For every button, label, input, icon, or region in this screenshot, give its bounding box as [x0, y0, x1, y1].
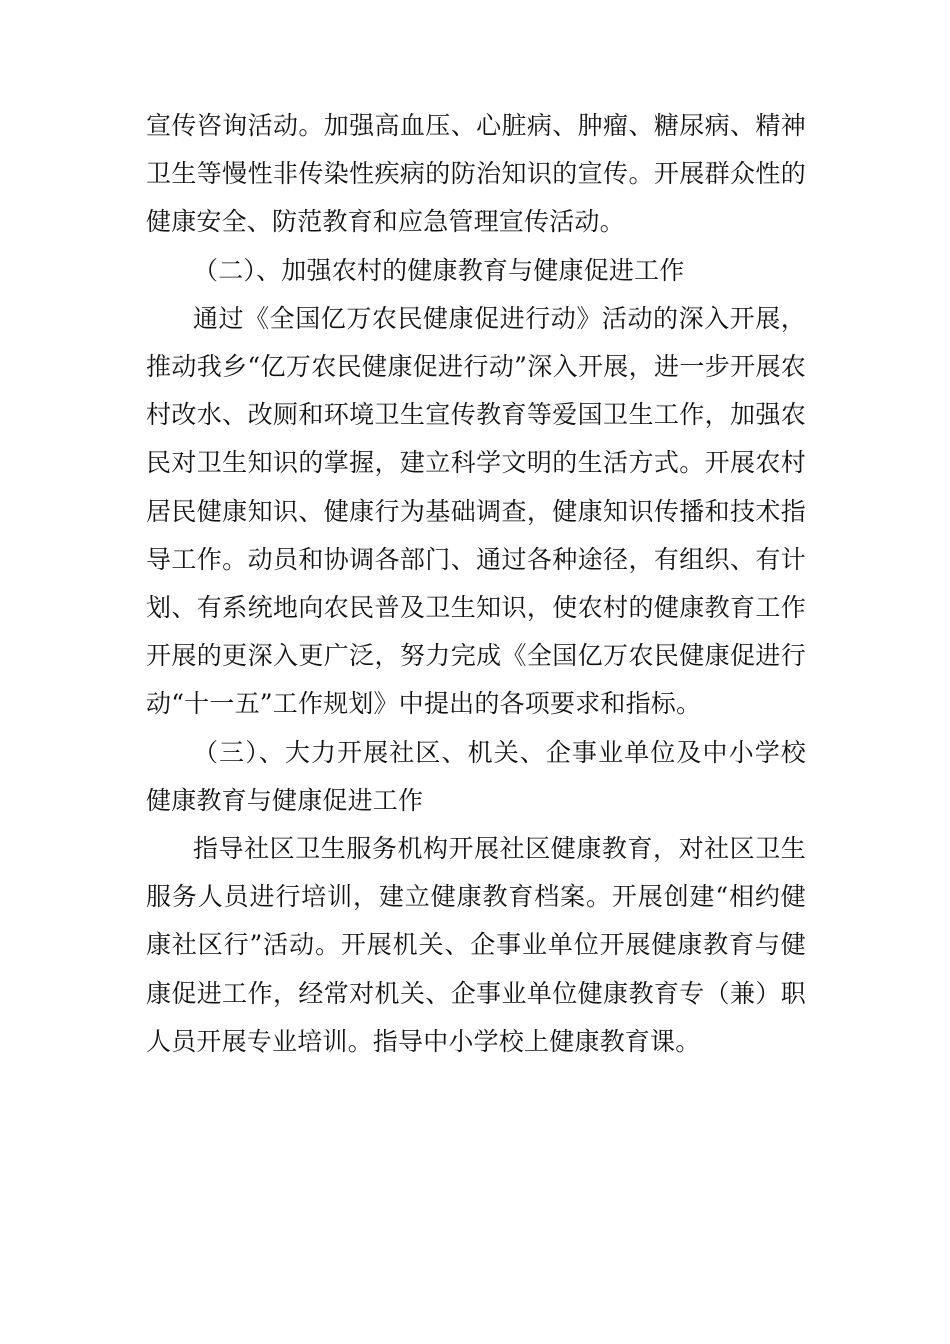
paragraph-rural-health-action: 通过《全国亿万农民健康促进行动》活动的深入开展，推动我乡“亿万农民健康促进行动”深入开展，进一步开展农村改水、改厕和环境卫生宣传教育等爱国卫生工作，加强农民对卫生知识的掌握，建立科学文明的生活方式。开展农村居民健康知识、健康行为基础调查，健康知识传播和技术指导工作。动员和协调各部门、通过各种途径，有组织、有计划、有系统地向农民普及卫生知识，使农村的健康教育工作开展的更深入更广泛，努力完成《全国亿万农民健康促进行动“十一五”工作规划》中提出的各项要求和指标。 [146, 303, 806, 719]
paragraph-continued-publicity: 宣传咨询活动。加强高血压、心脏病、肿瘤、糖尿病、精神卫生等慢性非传染性疾病的防治知识的宣传。开展群众性的健康安全、防范教育和应急管理宣传活动。 [146, 111, 806, 237]
section-heading-rural-health: （二）、加强农村的健康教育与健康促进工作 [193, 255, 685, 285]
section-heading-community-health: （三）、大力开展社区、机关、企事业单位及中小学校健康教育与健康促进工作 [146, 737, 806, 815]
paragraph-community-health-services: 指导社区卫生服务机构开展社区健康教育，对社区卫生服务人员进行培训，建立健康教育档案。开展创建“相约健康社区行”活动。开展机关、企事业单位开展健康教育与健康促进工作，经常对机关、企事业单位健康教育专（兼）职人员开展专业培训。指导中小学校上健康教育课。 [146, 834, 806, 1056]
document-body [146, 102, 806, 1066]
